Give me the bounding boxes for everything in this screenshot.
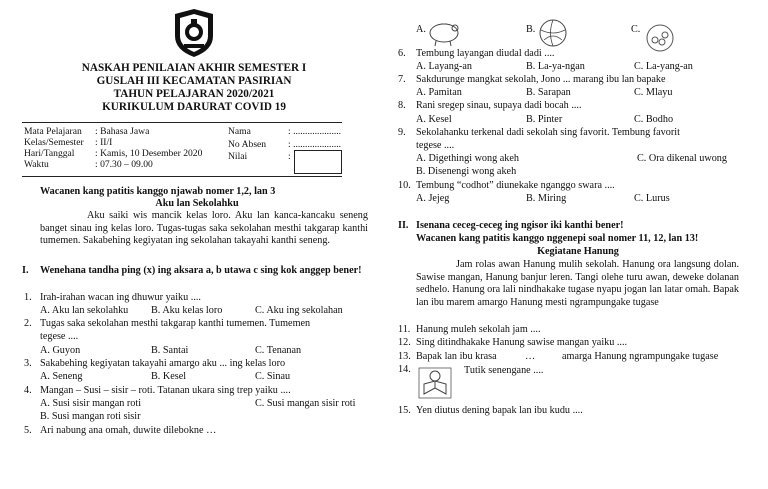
q4-text: Mangan – Susi – sisir – roti. Tatanan ukara sing trep yaiku ....: [40, 385, 291, 396]
q10-option-a[interactable]: A. Jejeg: [416, 193, 450, 204]
mapel-label: Mata Pelajaran: [24, 126, 82, 137]
q5-option-a[interactable]: A.: [416, 24, 426, 35]
q13-text-cont: amarga Hanung ngrampungake tugase: [562, 351, 719, 362]
q7-option-c[interactable]: C. Mlayu: [634, 87, 673, 98]
q1-text: Irah-irahan wacan ing dhuwur yaiku ....: [40, 292, 201, 303]
q9-text: Sekolahanku terkenal dadi sekolah sing favorit. Tembung favorit: [416, 127, 680, 138]
header-line-2: GUSLAH III KECAMATAN PASIRIAN: [96, 75, 292, 87]
q12-text: Sing ditindhakake Hanung sawise mangan yaiku ....: [416, 337, 628, 348]
waktu-label: Waktu: [24, 159, 49, 170]
q9-option-c[interactable]: C. Ora dikenal uwong: [637, 153, 727, 164]
q3-option-c[interactable]: C. Sinau: [255, 371, 291, 382]
q8-option-c[interactable]: C. Bodho: [634, 114, 674, 125]
section1-number: I.: [22, 265, 29, 276]
q3-option-b[interactable]: B. Kesel: [151, 371, 187, 382]
q10-option-c[interactable]: C. Lurus: [634, 193, 670, 204]
q7-option-a[interactable]: A. Pamitan: [416, 87, 462, 98]
reading1-instruction: Wacanen kang patitis kanggo njawab nomer 1,2, lan 3: [40, 186, 276, 197]
section1-instruction: Wenehana tandha ping (x) ing aksara a, b utawa c sing kok anggep bener!: [40, 265, 362, 276]
q14-text: Tutik senengane ....: [464, 365, 544, 376]
q1-option-b[interactable]: B. Aku kelas loro: [151, 305, 223, 316]
ball-icon: [538, 18, 568, 48]
q2-number: 2.: [24, 318, 32, 329]
hari-label: Hari/Tanggal: [24, 148, 75, 159]
q10-number: 10.: [398, 180, 411, 191]
reading2-title: Kegiatane Hanung: [537, 246, 619, 257]
q2-option-a[interactable]: A. Guyon: [40, 345, 81, 356]
coin-jar-icon: [645, 24, 675, 52]
mapel-value: : Bahasa Jawa: [95, 126, 150, 137]
nama-label: Nama: [228, 126, 251, 137]
q11-number: 11.: [398, 324, 411, 335]
q4-option-b[interactable]: B. Susi mangan roti sisir: [40, 411, 141, 422]
q4-option-c[interactable]: C. Susi mangan sisir roti: [255, 398, 356, 409]
q9-option-a[interactable]: A. Digethingi wong akeh: [416, 153, 519, 164]
q13-blank[interactable]: …: [525, 351, 536, 362]
q1-option-a[interactable]: A. Aku lan sekolahku: [40, 305, 129, 316]
header-line-4: KURIKULUM DARURAT COVID 19: [102, 101, 286, 113]
nilai-label: Nilai: [228, 151, 248, 162]
q15-number: 15.: [398, 405, 411, 416]
q2-text-cont: tegese ....: [40, 331, 79, 342]
q6-option-a[interactable]: A. Layang-an: [416, 61, 473, 72]
q9-option-b[interactable]: B. Disenengi wong akeh: [416, 166, 517, 177]
q6-option-c[interactable]: C. La-yang-an: [634, 61, 693, 72]
q3-text: Sakabehing kegiyatan takayahi amargo aku ... ing kelas loro: [40, 358, 286, 369]
q9-text-cont: tegese ....: [416, 140, 455, 151]
q7-option-b[interactable]: B. Sarapan: [526, 87, 571, 98]
q4-number: 4.: [24, 385, 32, 396]
header-divider: [22, 122, 342, 123]
q10-text: Tembung “codhot” diunekake nganggo swara ....: [416, 180, 615, 191]
q1-number: 1.: [24, 292, 32, 303]
nilai-colon: :: [288, 151, 291, 162]
q13-text: Bapak lan ibu krasa: [416, 351, 497, 362]
absen-value[interactable]: : ....................: [288, 139, 342, 150]
q15-text: Yen diutus dening bapak lan ibu kudu ....: [416, 405, 583, 416]
reading1-paragraph: Aku saiki wis mancik kelas loro. Aku lan kanca-kancaku seneng banget sinau ing kelas loro. Tugas-tugas saka sekolahan mesthi takgarap kanthi tumemen. Sakabehing kegiyatan ing sekolahan takayahi kanthi seneng.: [40, 210, 368, 247]
section2-number: II.: [398, 220, 409, 231]
q3-number: 3.: [24, 358, 32, 369]
q7-text: Sakdurunge mangkat sekolah, Jono ... marang ibu lan bapake: [416, 74, 666, 85]
header-line-3: TAHUN PELAJARAN 2020/2021: [113, 88, 275, 100]
q6-option-b[interactable]: B. La-ya-ngan: [526, 61, 585, 72]
q8-number: 8.: [398, 100, 406, 111]
section2-instruction-2: Wacanen kang patitis kanggo nggenepi soal nomer 11, 12, lan 13!: [416, 233, 699, 244]
q2-option-b[interactable]: B. Santai: [151, 345, 189, 356]
nilai-box[interactable]: [294, 150, 342, 174]
q13-number: 13.: [398, 351, 411, 362]
q9-number: 9.: [398, 127, 406, 138]
hari-value: : Kamis, 10 Desember 2020: [95, 148, 203, 159]
q2-text: Tugas saka sekolahan mesthi takgarap kanthi tumemen. Tumemen: [40, 318, 311, 329]
q12-number: 12.: [398, 337, 411, 348]
q5-option-b[interactable]: B.: [526, 24, 536, 35]
q11-text: Hanung muleh sekolah jam ....: [416, 324, 541, 335]
header-line-1: NASKAH PENILAIAN AKHIR SEMESTER I: [81, 62, 307, 74]
info-divider: [22, 176, 342, 177]
q14-number: 14.: [398, 364, 411, 375]
q8-option-b[interactable]: B. Pinter: [526, 114, 563, 125]
q5-text: Ari nabung ana omah, duwite dilebokne …: [40, 425, 217, 436]
kelas-value: : II/I: [95, 137, 113, 148]
q1-option-c[interactable]: C. Aku ing sekolahan: [255, 305, 343, 316]
waktu-value: : 07.30 – 09.00: [95, 159, 153, 170]
q2-option-c[interactable]: C. Tenanan: [255, 345, 302, 356]
q10-option-b[interactable]: B. Miring: [526, 193, 567, 204]
piggy-bank-icon: [426, 16, 462, 48]
q7-number: 7.: [398, 74, 406, 85]
q6-text: Tembung layangan diudal dadi ....: [416, 48, 555, 59]
school-emblem-icon: [172, 8, 216, 58]
q8-option-a[interactable]: A. Kesel: [416, 114, 452, 125]
kelas-label: Kelas/Semester: [24, 137, 84, 148]
q4-option-a[interactable]: A. Susi sisir mangan roti: [40, 398, 142, 409]
nama-value[interactable]: : ....................: [288, 126, 342, 137]
reading-child-icon: [418, 367, 452, 399]
q5-option-c[interactable]: C.: [631, 24, 641, 35]
reading1-title: Aku lan Sekolahku: [155, 198, 239, 209]
q6-number: 6.: [398, 48, 406, 59]
section2-instruction: Isenana ceceg-ceceg ing ngisor iki kanthi bener!: [416, 220, 624, 231]
q5-number: 5.: [24, 425, 32, 436]
reading2-paragraph: Jam rolas awan Hanung mulih sekolah. Hanung ora langsung dolan. Sawise mangan, Hanung banjur leren. Tangi olehe turu awan, deweke dolanan sedhelo. Hanung ora lali nindhakake tugase nyapu jogan lan latar omah. Bapak lan ibu marem amargo Hanung mesti ngrampungake tugase: [416, 259, 739, 308]
absen-label: No Absen: [228, 139, 267, 150]
q3-option-a[interactable]: A. Seneng: [40, 371, 83, 382]
q8-text: Rani sregep sinau, supaya dadi bocah ....: [416, 100, 582, 111]
